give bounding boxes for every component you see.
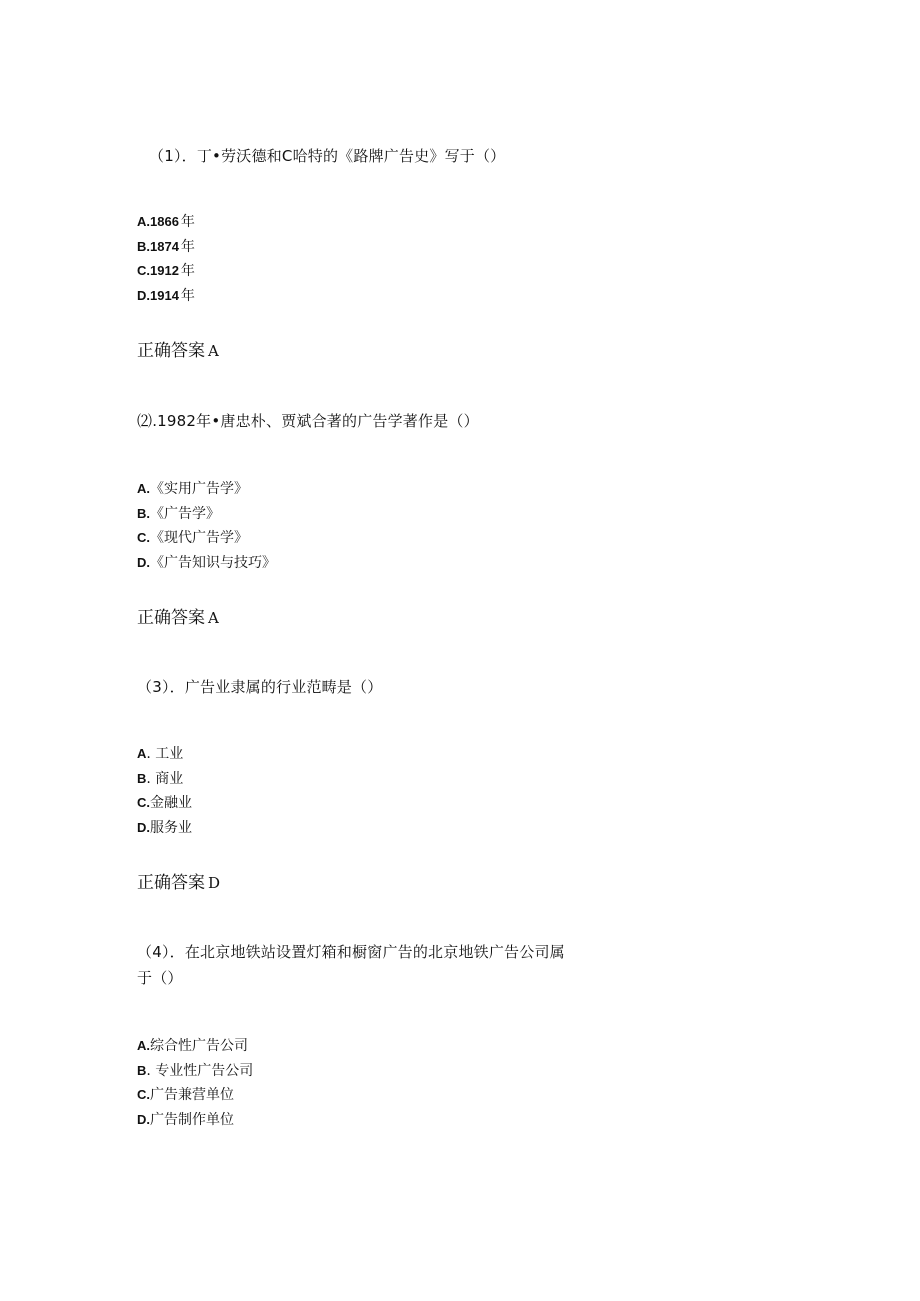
option-d: [137, 1108, 567, 1133]
option-c: [137, 259, 697, 284]
option-letter: D.: [137, 1111, 150, 1127]
option-letter: C.: [137, 530, 150, 545]
option-suffix: 年: [180, 287, 195, 304]
option-letter: A.: [137, 214, 150, 229]
option-c: [137, 791, 697, 816]
question-text: （1）．丁•劳沃德和C哈特的《路牌广告史》写于（）: [149, 147, 506, 165]
question-block-2: [137, 408, 697, 630]
option-suffix: 年: [180, 238, 195, 255]
option-letter: C.: [137, 795, 150, 810]
answer-value: D: [208, 874, 221, 892]
option-text: 《广告学》: [150, 505, 220, 522]
option-letter: C.: [137, 1087, 150, 1102]
option-c: [137, 526, 697, 551]
option-letter: A.: [137, 481, 150, 496]
option-text: 广告兼营单位: [150, 1087, 234, 1103]
question-block-3: [137, 674, 697, 895]
option-a: [137, 477, 697, 502]
answer-label: 正确答案: [137, 608, 205, 628]
options-list: [137, 210, 697, 308]
answer-label: 正确答案: [137, 341, 205, 361]
option-text: 《实用广告学》: [150, 481, 248, 497]
option-letter: B.: [137, 238, 150, 254]
option-b: [137, 502, 697, 527]
option-letter: B: [137, 1062, 147, 1078]
option-suffix: 年: [180, 263, 195, 279]
option-c: [137, 1083, 567, 1108]
option-text: . 商业: [146, 770, 184, 787]
option-b: [137, 767, 697, 792]
option-letter: D.: [137, 287, 150, 303]
option-text: 综合性广告公司: [150, 1038, 248, 1054]
options-list: [137, 742, 697, 840]
answer-label: 正确答案: [137, 873, 205, 893]
option-letter: A: [137, 746, 147, 761]
answer-value: A: [208, 342, 219, 360]
option-text: 1866: [150, 214, 179, 229]
option-a: [137, 742, 697, 767]
option-text: 1874: [150, 238, 179, 254]
question-text: （3）．广告业隶属的行业范畴是（）: [137, 678, 383, 696]
option-a: [137, 210, 697, 235]
option-b: [137, 235, 697, 260]
option-d: [137, 284, 697, 309]
option-text: 1914: [150, 287, 179, 303]
option-letter: C.: [137, 263, 150, 278]
option-text: . 工业: [146, 746, 184, 762]
answer-value: A: [208, 609, 219, 627]
option-b: [137, 1059, 567, 1084]
option-letter: D.: [137, 554, 150, 570]
option-text: 服务业: [150, 819, 192, 836]
question-text: （4）．在北京地铁站设置灯箱和橱窗广告的北京地铁广告公司属于（）: [137, 943, 565, 987]
option-a: [137, 1034, 567, 1059]
option-text: 广告制作单位: [150, 1111, 234, 1128]
option-text: . 专业性广告公司: [146, 1062, 254, 1079]
option-letter: D.: [137, 819, 150, 835]
option-letter: B.: [137, 505, 150, 521]
option-letter: B: [137, 770, 147, 786]
options-list: [137, 1034, 567, 1132]
option-suffix: 年: [180, 214, 195, 230]
option-text: 1912: [150, 263, 179, 278]
options-list: [137, 477, 697, 575]
option-text: 《现代广告学》: [150, 530, 248, 546]
option-d: [137, 551, 697, 576]
correct-answer: [137, 871, 697, 895]
option-d: [137, 816, 697, 841]
option-text: 金融业: [150, 795, 192, 811]
correct-answer: [137, 606, 697, 630]
question-block-1: [137, 143, 697, 363]
question-block-4: [137, 939, 567, 1132]
correct-answer: [137, 339, 697, 363]
option-text: 《广告知识与技巧》: [150, 554, 276, 571]
option-letter: A.: [137, 1038, 150, 1053]
question-text: ⑵.1982年•唐忠朴、贾斌合著的广告学著作是（）: [137, 412, 479, 430]
